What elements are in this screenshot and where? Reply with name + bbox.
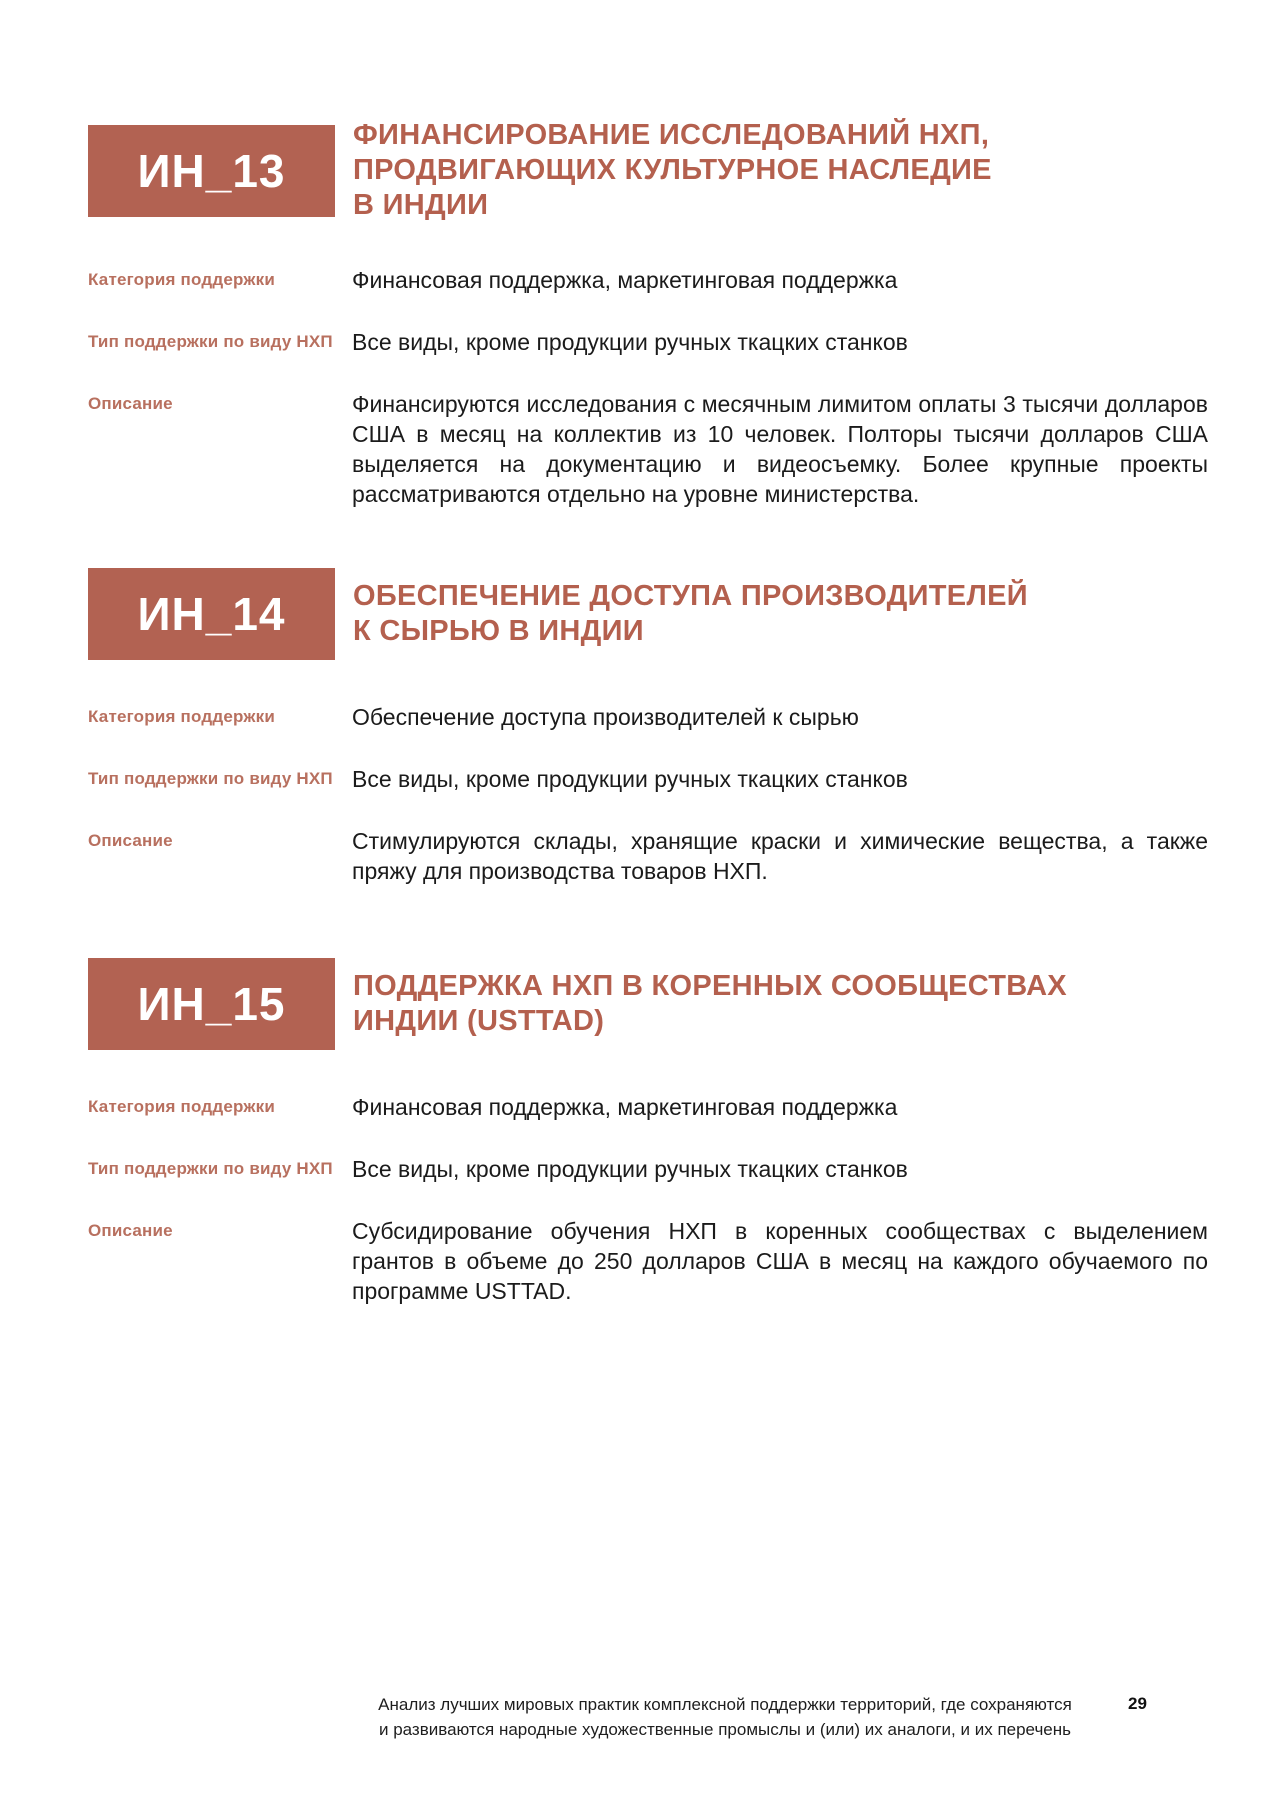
footer-line-1: Анализ лучших мировых практик комплексной поддержки территорий, где сохраняются bbox=[378, 1695, 1072, 1714]
section-title: ОБЕСПЕЧЕНИЕ ДОСТУПА ПРОИЗВОДИТЕЛЕЙ К СЫРЬЮ В ИНДИИ bbox=[353, 580, 1028, 647]
field-row-type bbox=[88, 764, 1208, 794]
section-code-badge: ИН_13 bbox=[88, 125, 335, 217]
field-row-type bbox=[88, 327, 1208, 357]
field-label: Описание bbox=[88, 831, 173, 850]
field-value: Финансируются исследования с месячным лимитом оплаты 3 тысячи долларов США в месяц на коллектив из 10 человек. Полторы тысячи долларов США выделяется на документацию и видеосъемку. Более крупные проекты рассматриваются отдельно на уровне министерства. bbox=[352, 391, 1208, 507]
field-row-description bbox=[88, 826, 1208, 886]
footer-caption bbox=[363, 1692, 1087, 1742]
field-row-category bbox=[88, 702, 1208, 732]
field-label: Тип поддержки по виду НХП bbox=[88, 1159, 333, 1178]
field-value: Все виды, кроме продукции ручных ткацких станков bbox=[352, 766, 908, 792]
field-value: Стимулируются склады, хранящие краски и химические вещества, а также пряжу для производства товаров НХП. bbox=[352, 828, 1208, 884]
field-row-description bbox=[88, 1216, 1208, 1306]
section-title: ПОДДЕРЖКА НХП В КОРЕННЫХ СООБЩЕСТВАХ ИНДИИ (USTTAD) bbox=[353, 970, 1067, 1037]
field-label: Описание bbox=[88, 1221, 173, 1240]
field-value: Финансовая поддержка, маркетинговая поддержка bbox=[352, 267, 898, 293]
section-in-14 bbox=[88, 568, 1208, 886]
field-label: Категория поддержки bbox=[88, 707, 275, 726]
section-code-badge: ИН_14 bbox=[88, 568, 335, 660]
footer-line-2: и развиваются народные художественные промыслы и (или) их аналоги, и их перечень bbox=[378, 1720, 1072, 1739]
field-label: Описание bbox=[88, 394, 173, 413]
section-code-badge: ИН_15 bbox=[88, 958, 335, 1050]
field-value: Обеспечение доступа производителей к сырью bbox=[352, 704, 859, 730]
section-in-13 bbox=[88, 118, 1208, 509]
field-label: Категория поддержки bbox=[88, 1097, 275, 1116]
page-number: 29 bbox=[1128, 1694, 1147, 1713]
field-value: Все виды, кроме продукции ручных ткацких станков bbox=[352, 1156, 908, 1182]
field-row-type bbox=[88, 1154, 1208, 1184]
field-row-category bbox=[88, 265, 1208, 295]
section-title: ФИНАНСИРОВАНИЕ ИССЛЕДОВАНИЙ НХП, ПРОДВИГАЮЩИХ КУЛЬТУРНОЕ НАСЛЕДИЕ В ИНДИИ bbox=[353, 119, 992, 221]
field-label: Категория поддержки bbox=[88, 270, 275, 289]
section-in-15 bbox=[88, 958, 1208, 1306]
field-label: Тип поддержки по виду НХП bbox=[88, 332, 333, 351]
field-value: Финансовая поддержка, маркетинговая поддержка bbox=[352, 1094, 898, 1120]
field-row-category bbox=[88, 1092, 1208, 1122]
field-value: Субсидирование обучения НХП в коренных сообществах с выделением грантов в объеме до 250 долларов США в месяц на каждого обучаемого по программе USTTAD. bbox=[352, 1218, 1208, 1304]
section-header bbox=[88, 568, 1208, 660]
field-label: Тип поддержки по виду НХП bbox=[88, 769, 333, 788]
field-row-description bbox=[88, 389, 1208, 509]
section-header bbox=[88, 118, 1208, 223]
section-header bbox=[88, 958, 1208, 1050]
field-value: Все виды, кроме продукции ручных ткацких станков bbox=[352, 329, 908, 355]
